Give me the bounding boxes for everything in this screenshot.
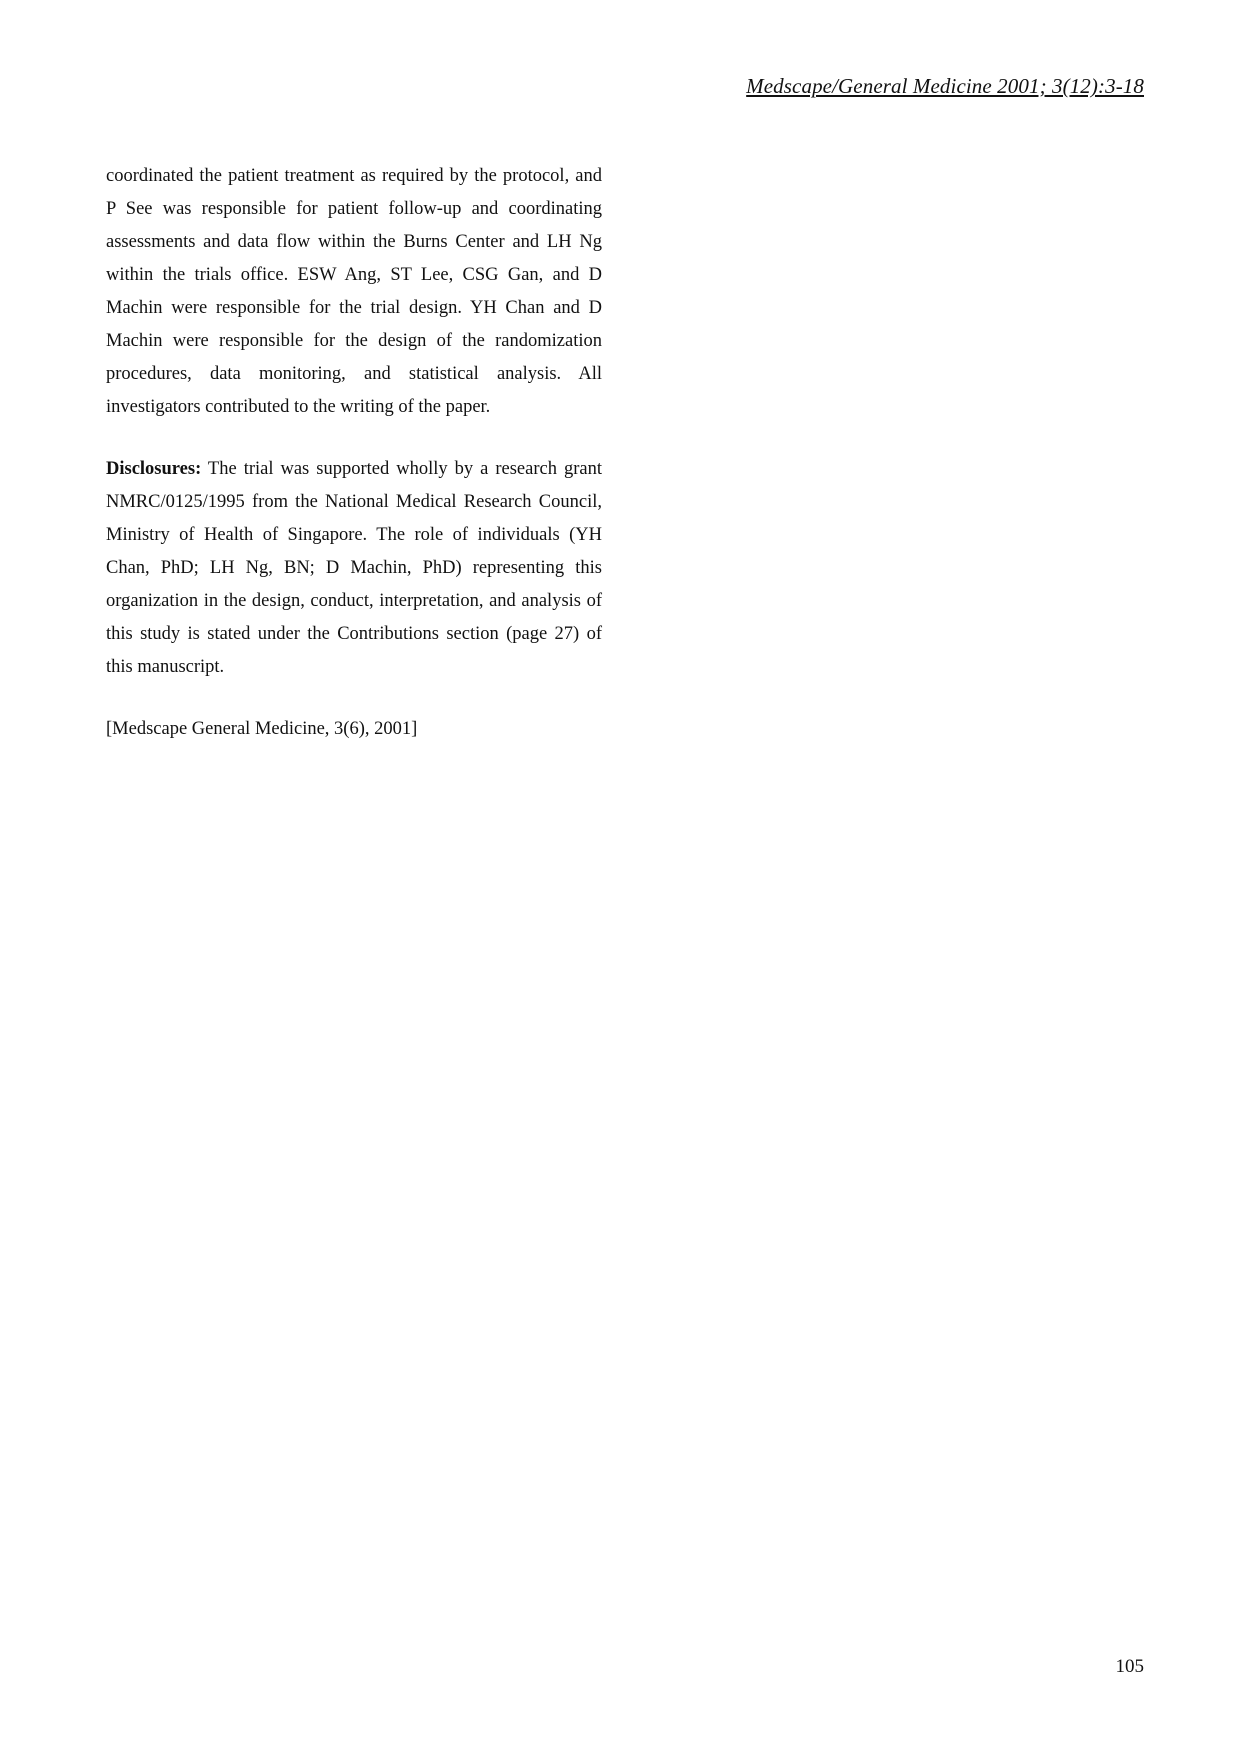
citation-paragraph: [Medscape General Medicine, 3(6), 2001] bbox=[106, 719, 418, 739]
page-number: 105 bbox=[1115, 1656, 1144, 1677]
disclosures-text: The trial was supported wholly by a research grant NMRC/0125/1995 from the National Medical Research Council, Ministry of Health of Singapore. The role of individuals (YH Chan, PhD; LH Ng, BN; D Machin, PhD) representing this organization in the design, conduct, interpretation, and analysis of this study is stated under the Contributions section (page 27) of this manuscript. bbox=[106, 459, 602, 677]
running-header: Medscape/General Medicine 2001; 3(12):3-18 bbox=[746, 74, 1144, 98]
text-column bbox=[106, 160, 602, 775]
contributions-paragraph: coordinated the patient treatment as required by the protocol, and P See was responsible for patient follow-up and coordinating assessments and data flow within the Burns Center and LH Ng within the trials office. ESW Ang, ST Lee, CSG Gan, and D Machin were responsible for the trial design. YH Chan and D Machin were responsible for the design of the randomization procedures, data monitoring, and statistical analysis. All investigators contributed to the writing of the paper. bbox=[106, 166, 602, 417]
disclosures-label: Disclosures: bbox=[106, 459, 202, 479]
disclosures-paragraph bbox=[106, 453, 602, 684]
